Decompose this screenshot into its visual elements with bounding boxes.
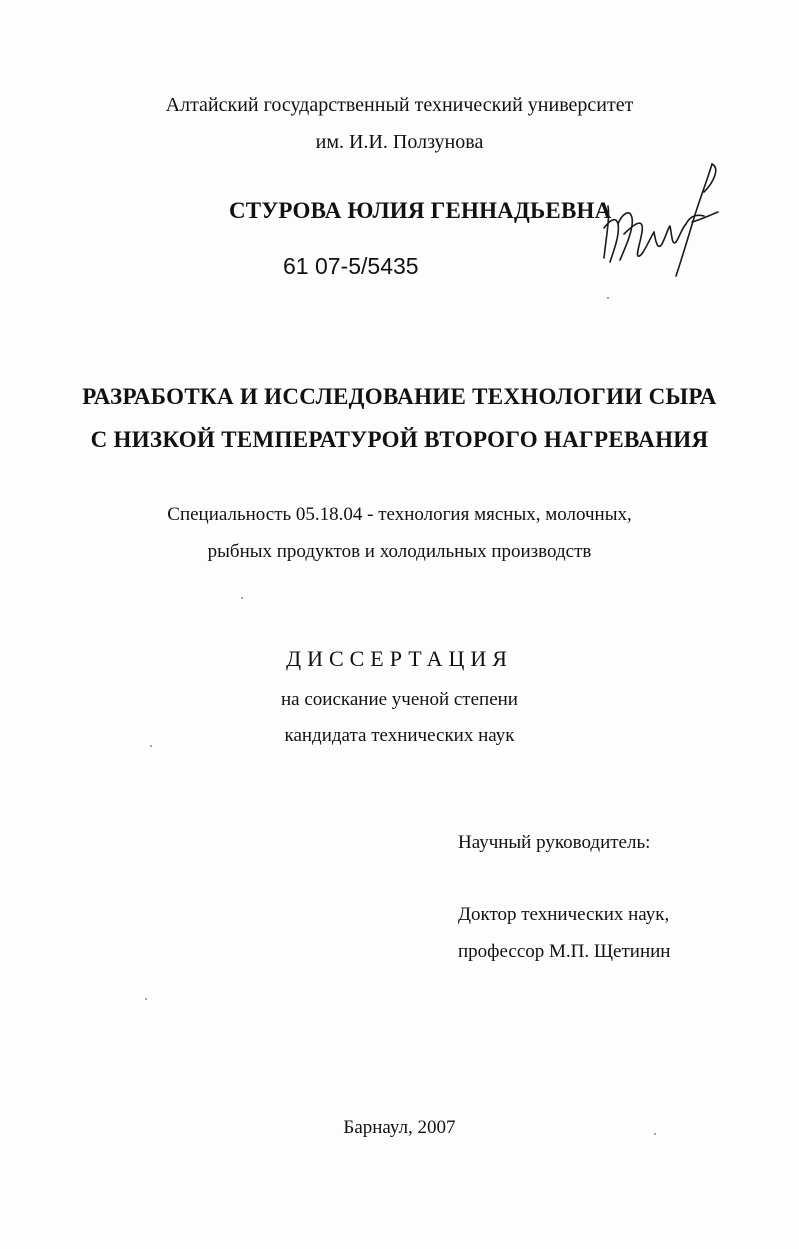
specialty-line-1: Специальность 05.18.04 - технология мясных, молочных, [167,504,632,525]
degree-line-1: на соискание ученой степени [281,689,518,710]
document-type: ДИССЕРТАЦИЯ [286,646,513,671]
dissertation-title-line-1: РАЗРАБОТКА И ИССЛЕДОВАНИЕ ТЕХНОЛОГИИ СЫРА [82,384,717,409]
author-name: СТУРОВА ЮЛИЯ ГЕННАДЬЕВНА [229,198,612,223]
university-namesake: им. И.И. Ползунова [315,131,484,153]
specialty-line-2: рыбных продуктов и холодильных производств [207,541,592,562]
degree-line-2: кандидата технических наук [284,725,515,746]
author-signature [596,158,726,288]
scan-speck [607,297,609,299]
scan-speck [145,998,147,1000]
scan-speck [150,745,152,747]
catalog-number: 61 07-5/5435 [283,253,419,279]
scan-speck [241,597,243,599]
advisor-label: Научный руководитель: [458,832,651,853]
advisor-name: профессор М.П. Щетинин [458,941,671,962]
scan-speck [654,1133,656,1135]
university-name: Алтайский государственный технический университет [165,94,634,116]
dissertation-title-line-2: С НИЗКОЙ ТЕМПЕРАТУРОЙ ВТОРОГО НАГРЕВАНИЯ [90,427,709,452]
city-year: Барнаул, 2007 [343,1117,456,1138]
advisor-degree: Доктор технических наук, [458,904,670,925]
